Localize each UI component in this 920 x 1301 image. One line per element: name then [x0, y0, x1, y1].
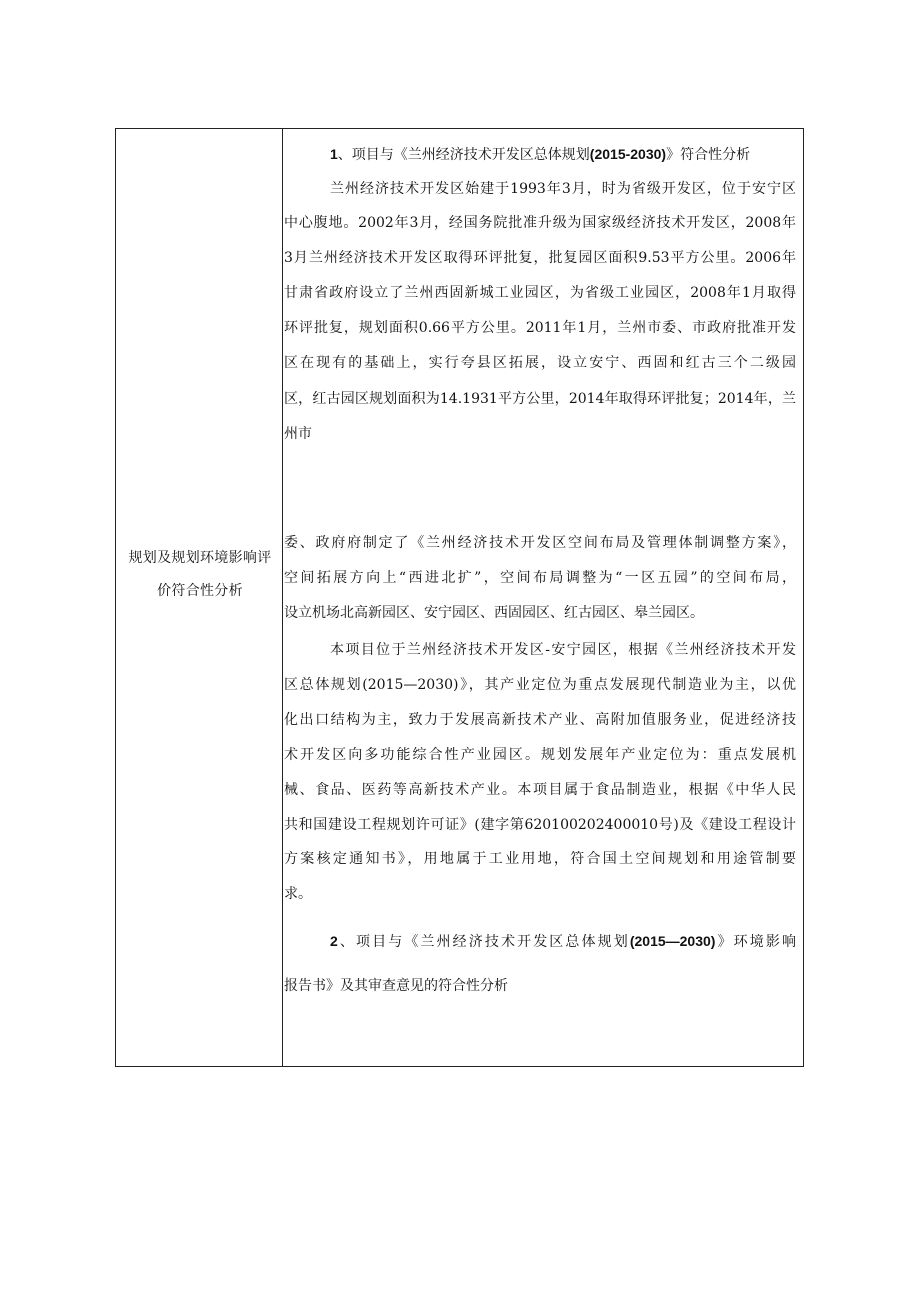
analysis-cell — [283, 129, 803, 1066]
section-1-title-years: (2015-2030) — [589, 146, 667, 162]
para-1-line: 区在现有的基础上，实行夸县区拓展，设立安宁、西固和红古三个二级园 — [284, 355, 796, 371]
category-label-line-2: 价符合性分析 — [157, 583, 243, 599]
section-2-heading-line-2: 报告书》及其审查意见的符合性分析 — [284, 978, 508, 994]
section-1-title-post: 》符合性分析 — [666, 147, 751, 163]
para-1-line: 区，红古园区规划面积为14.1931平方公里，2014年取得环评批复；2014年，兰 — [284, 391, 796, 407]
category-cell — [116, 129, 282, 1066]
section-2-title-years: (2015—2030) — [629, 933, 716, 949]
para-1-line: 州市 — [284, 426, 312, 442]
compliance-table — [115, 128, 804, 1067]
section-2-heading — [330, 931, 796, 952]
para-1-continued-line: 委、政府府制定了《兰州经济技术开发区空间布局及管理体制调整方案》， — [284, 535, 796, 551]
para-2-line: 区总体规划(2015—2030)》，其产业定位为重点发展现代制造业为主，以优 — [284, 677, 796, 693]
section-2-title-post: 》环境影响 — [715, 934, 797, 950]
section-1-heading — [330, 144, 796, 165]
section-2-title-pre: 、项目与《兰州经济技术开发区总体规划 — [337, 934, 630, 950]
para-2-line: 共和国建设工程规划许可证》(建字第620100202400010号)及《建设工程设计 — [284, 817, 796, 833]
para-1-line: 环评批复，规划面积0.66平方公里。2011年1月，兰州市委、市政府批准开发 — [284, 320, 796, 336]
para-1-line: 兰州经济技术开发区始建于1993年3月，时为省级开发区，位于安宁区 — [330, 181, 796, 197]
para-1-continued-line: 设立机场北高新园区、安宁园区、西固园区、红古园区、皋兰园区。 — [284, 605, 704, 621]
para-2-line: 术开发区向多功能综合性产业园区。规划发展年产业定位为：重点发展机 — [284, 747, 796, 763]
para-1-continued-line: 空间拓展方向上“西进北扩”，空间布局调整为“一区五园”的空间布局， — [284, 570, 796, 586]
para-2-line: 本项目位于兰州经济技术开发区-安宁园区，根据《兰州经济技术开发 — [330, 642, 796, 658]
section-1-title-pre: 、项目与《兰州经济技术开发区总体规划 — [337, 147, 590, 163]
section-2-number: 2 — [330, 933, 338, 949]
para-1-line: 甘肃省政府设立了兰州西固新城工业园区，为省级工业园区，2008年1月取得 — [284, 285, 796, 301]
para-2-line: 求。 — [284, 886, 312, 902]
para-1-line: 3月兰州经济技术开发区取得环评批复，批复园区面积9.53平方公里。2006年 — [284, 250, 796, 266]
category-label-line-1: 规划及规划环境影响评 — [128, 550, 272, 566]
para-2-line: 方案核定通知书》，用地属于工业用地，符合国土空间规划和用途管制要 — [284, 851, 796, 867]
section-1-number: 1 — [330, 146, 338, 162]
para-1-line: 中心腹地。2002年3月，经国务院批准升级为国家级经济技术开发区，2008年 — [284, 215, 796, 231]
category-label — [120, 542, 280, 608]
para-2-line: 化出口结构为主，致力于发展高新技术产业、高附加值服务业，促进经济技 — [284, 712, 796, 728]
para-2-line: 械、食品、医药等高新技术产业。本项目属于食品制造业，根据《中华人民 — [284, 782, 796, 798]
